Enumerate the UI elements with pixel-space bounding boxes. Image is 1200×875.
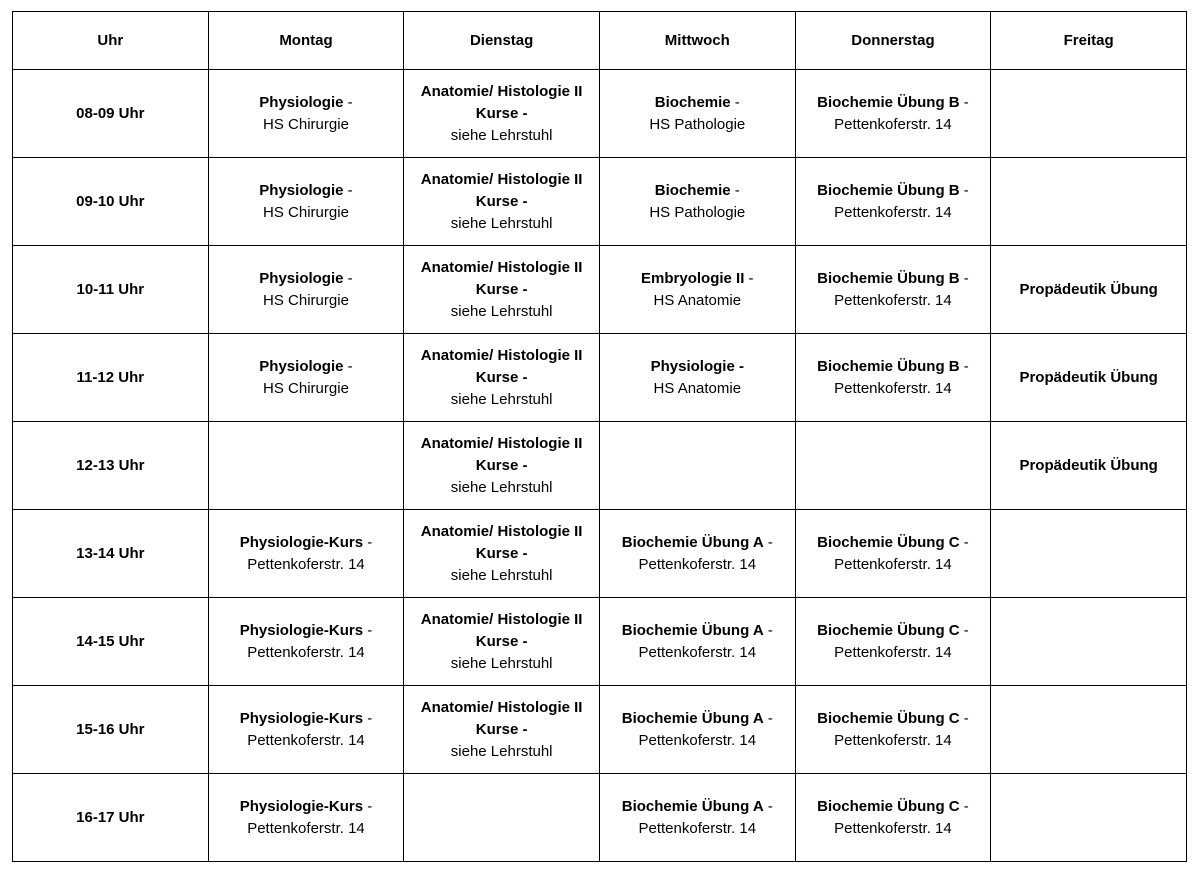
course-cell-montag <box>208 334 404 422</box>
course-cell-freitag <box>991 510 1187 598</box>
course-location: siehe Lehrstuhl <box>450 390 553 408</box>
course-title: Biochemie Übung C <box>817 621 960 639</box>
course-cell-dienstag <box>404 422 600 510</box>
course-location: HS Chirurgie <box>263 203 349 221</box>
course-location: siehe Lehrstuhl <box>450 126 553 144</box>
time-slot-cell: 15-16 Uhr <box>13 686 209 774</box>
course-title: Kurse - <box>475 544 528 562</box>
course-cell-dienstag <box>404 686 600 774</box>
course-cell-mittwoch <box>599 774 795 862</box>
course-location: Pettenkoferstr. 14 <box>638 731 757 749</box>
schedule-header <box>13 12 1187 70</box>
course-title: Embryologie II <box>641 269 745 287</box>
course-title: Physiologie - <box>650 357 744 375</box>
course-cell-mittwoch <box>599 422 795 510</box>
course-title: Anatomie/ Histologie II <box>420 522 583 540</box>
course-location: - <box>959 709 969 727</box>
schedule-row <box>13 598 1187 686</box>
time-slot-cell: 10-11 Uhr <box>13 246 209 334</box>
course-location: Pettenkoferstr. 14 <box>247 555 365 573</box>
course-location: Pettenkoferstr. 14 <box>834 115 952 133</box>
course-cell-mittwoch <box>599 334 795 422</box>
schedule-table <box>12 11 1187 862</box>
course-location: - <box>763 621 773 639</box>
course-cell-donnerstag <box>795 774 991 862</box>
course-cell-donnerstag <box>795 246 991 334</box>
course-location: Pettenkoferstr. 14 <box>638 555 757 573</box>
course-location: - <box>959 797 969 815</box>
course-cell-mittwoch <box>599 686 795 774</box>
course-title: Biochemie <box>654 93 731 111</box>
course-cell-dienstag <box>404 510 600 598</box>
course-location: - <box>959 93 969 111</box>
header-cell-dienstag: Dienstag <box>404 12 600 70</box>
course-location: Pettenkoferstr. 14 <box>247 819 365 837</box>
course-cell-donnerstag <box>795 510 991 598</box>
course-cell-freitag <box>991 686 1187 774</box>
course-location: - <box>959 357 969 375</box>
course-title: Physiologie-Kurs <box>239 797 364 815</box>
course-location: HS Chirurgie <box>263 115 349 133</box>
course-cell-montag <box>208 686 404 774</box>
course-title: Physiologie-Kurs <box>239 709 364 727</box>
course-location: - <box>763 709 773 727</box>
course-title: Physiologie <box>259 181 344 199</box>
course-location: Pettenkoferstr. 14 <box>638 819 757 837</box>
course-location: siehe Lehrstuhl <box>450 214 553 232</box>
course-location: - <box>730 181 740 199</box>
course-cell-donnerstag <box>795 158 991 246</box>
header-cell-freitag: Freitag <box>991 12 1187 70</box>
course-location: Pettenkoferstr. 14 <box>247 643 365 661</box>
course-location: - <box>343 181 353 199</box>
course-title: Propädeutik Übung <box>1019 368 1158 386</box>
course-location: - <box>363 621 373 639</box>
schedule-row <box>13 774 1187 862</box>
schedule-row <box>13 334 1187 422</box>
course-title: Physiologie <box>259 93 344 111</box>
course-location: HS Anatomie <box>653 379 742 397</box>
course-cell-freitag <box>991 70 1187 158</box>
course-cell-donnerstag <box>795 422 991 510</box>
course-cell-dienstag <box>404 70 600 158</box>
course-title: Kurse - <box>475 192 528 210</box>
course-cell-freitag <box>991 774 1187 862</box>
schedule-row <box>13 686 1187 774</box>
course-location: siehe Lehrstuhl <box>450 302 553 320</box>
course-title: Biochemie Übung A <box>621 533 764 551</box>
course-title: Kurse - <box>475 632 528 650</box>
course-location: - <box>959 533 969 551</box>
course-title: Biochemie Übung B <box>817 93 960 111</box>
header-cell-time: Uhr <box>13 12 209 70</box>
course-title: Kurse - <box>475 720 528 738</box>
time-slot-cell: 08-09 Uhr <box>13 70 209 158</box>
course-title: Biochemie Übung B <box>817 181 960 199</box>
course-title: Propädeutik Übung <box>1019 456 1158 474</box>
course-cell-dienstag <box>404 158 600 246</box>
course-cell-montag <box>208 774 404 862</box>
course-cell-dienstag <box>404 334 600 422</box>
course-location: HS Pathologie <box>649 115 746 133</box>
schedule-row <box>13 422 1187 510</box>
course-location: siehe Lehrstuhl <box>450 742 553 760</box>
course-title: Anatomie/ Histologie II <box>420 434 583 452</box>
course-title: Anatomie/ Histologie II <box>420 610 583 628</box>
header-cell-donnerstag: Donnerstag <box>795 12 991 70</box>
schedule-row <box>13 70 1187 158</box>
course-location: siehe Lehrstuhl <box>450 478 553 496</box>
course-title: Biochemie Übung C <box>817 797 960 815</box>
header-cell-montag: Montag <box>208 12 404 70</box>
course-location: Pettenkoferstr. 14 <box>834 643 952 661</box>
time-slot-cell: 09-10 Uhr <box>13 158 209 246</box>
course-cell-freitag <box>991 246 1187 334</box>
course-title: Physiologie-Kurs <box>239 621 364 639</box>
course-title: Biochemie Übung B <box>817 269 960 287</box>
course-location: - <box>363 797 373 815</box>
header-row <box>13 12 1187 70</box>
course-title: Anatomie/ Histologie II <box>420 698 583 716</box>
course-location: - <box>763 533 773 551</box>
course-cell-mittwoch <box>599 70 795 158</box>
course-title: Physiologie <box>259 357 344 375</box>
course-location: - <box>343 269 353 287</box>
course-location: HS Anatomie <box>653 291 742 309</box>
schedule-row <box>13 510 1187 598</box>
course-location: - <box>343 357 353 375</box>
course-cell-dienstag <box>404 598 600 686</box>
course-location: Pettenkoferstr. 14 <box>834 731 952 749</box>
course-title: Anatomie/ Histologie II <box>420 82 583 100</box>
time-slot-cell: 12-13 Uhr <box>13 422 209 510</box>
course-title: Anatomie/ Histologie II <box>420 258 583 276</box>
course-cell-montag <box>208 422 404 510</box>
course-title: Anatomie/ Histologie II <box>420 346 583 364</box>
time-slot-cell: 16-17 Uhr <box>13 774 209 862</box>
course-location: - <box>959 269 969 287</box>
course-title: Kurse - <box>475 280 528 298</box>
course-cell-dienstag <box>404 246 600 334</box>
course-cell-donnerstag <box>795 686 991 774</box>
course-location: - <box>763 797 773 815</box>
course-cell-freitag <box>991 598 1187 686</box>
header-cell-mittwoch: Mittwoch <box>599 12 795 70</box>
course-cell-dienstag <box>404 774 600 862</box>
course-location: siehe Lehrstuhl <box>450 654 553 672</box>
schedule-body <box>13 70 1187 862</box>
course-location: - <box>363 533 373 551</box>
course-cell-donnerstag <box>795 334 991 422</box>
course-location: - <box>744 269 754 287</box>
time-slot-cell: 13-14 Uhr <box>13 510 209 598</box>
course-cell-montag <box>208 510 404 598</box>
course-cell-montag <box>208 158 404 246</box>
course-cell-montag <box>208 70 404 158</box>
time-slot-cell: 11-12 Uhr <box>13 334 209 422</box>
course-cell-montag <box>208 246 404 334</box>
course-title: Physiologie <box>259 269 344 287</box>
course-cell-freitag <box>991 158 1187 246</box>
course-location: - <box>959 181 969 199</box>
course-cell-mittwoch <box>599 246 795 334</box>
course-location: Pettenkoferstr. 14 <box>834 555 952 573</box>
course-location: Pettenkoferstr. 14 <box>834 379 952 397</box>
course-cell-montag <box>208 598 404 686</box>
time-slot-cell: 14-15 Uhr <box>13 598 209 686</box>
course-title: Anatomie/ Histologie II <box>420 170 583 188</box>
course-location: HS Pathologie <box>649 203 746 221</box>
course-location: Pettenkoferstr. 14 <box>638 643 757 661</box>
course-cell-freitag <box>991 422 1187 510</box>
course-title: Biochemie Übung C <box>817 709 960 727</box>
course-location: - <box>730 93 740 111</box>
course-title: Propädeutik Übung <box>1019 280 1158 298</box>
course-location: - <box>363 709 373 727</box>
schedule-row <box>13 158 1187 246</box>
course-cell-mittwoch <box>599 510 795 598</box>
course-cell-donnerstag <box>795 598 991 686</box>
course-title: Biochemie Übung A <box>621 621 764 639</box>
course-location: Pettenkoferstr. 14 <box>834 291 952 309</box>
course-title: Kurse - <box>475 456 528 474</box>
course-location: HS Chirurgie <box>263 379 349 397</box>
course-title: Biochemie <box>654 181 731 199</box>
course-cell-donnerstag <box>795 70 991 158</box>
course-title: Biochemie Übung B <box>817 357 960 375</box>
course-title: Physiologie-Kurs <box>239 533 364 551</box>
schedule-row <box>13 246 1187 334</box>
course-location: Pettenkoferstr. 14 <box>834 819 952 837</box>
course-location: HS Chirurgie <box>263 291 349 309</box>
course-cell-mittwoch <box>599 598 795 686</box>
course-location: - <box>343 93 353 111</box>
course-cell-mittwoch <box>599 158 795 246</box>
course-title: Kurse - <box>475 104 528 122</box>
course-location: siehe Lehrstuhl <box>450 566 553 584</box>
course-cell-freitag <box>991 334 1187 422</box>
course-title: Biochemie Übung A <box>621 797 764 815</box>
course-location: Pettenkoferstr. 14 <box>834 203 952 221</box>
course-location: - <box>959 621 969 639</box>
course-location: Pettenkoferstr. 14 <box>247 731 365 749</box>
course-title: Kurse - <box>475 368 528 386</box>
course-title: Biochemie Übung A <box>621 709 764 727</box>
course-title: Biochemie Übung C <box>817 533 960 551</box>
